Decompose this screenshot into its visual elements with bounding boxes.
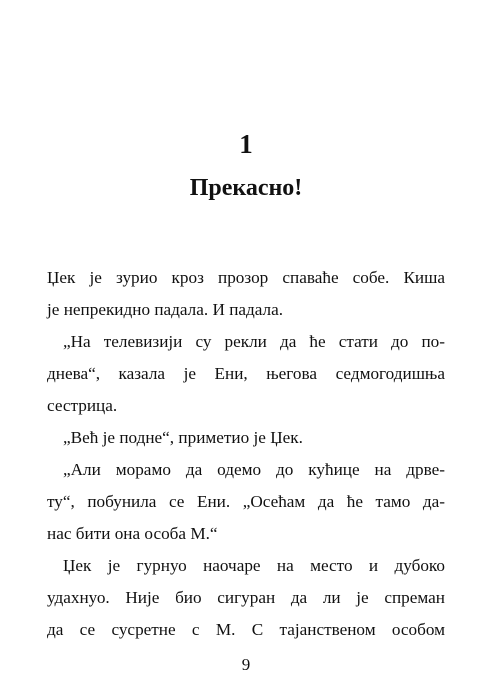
text-line: „Али морамо да одемо до кућице на дрве- (63, 460, 445, 479)
text-line: днева“, казала је Ени, његова седмогодишња (47, 364, 445, 383)
chapter-number: 1 (239, 129, 253, 159)
text-line: удахнуо. Није био сигуран да ли је спреман (47, 588, 445, 607)
page-number: 9 (241, 655, 251, 674)
text-line: Џек је зурио кроз прозор спаваће собе. Киша (47, 268, 445, 287)
body-text (47, 262, 445, 646)
text-line: нас бити она особа М.“ (47, 524, 218, 543)
text-line: ту“, побунила се Ени. „Осећам да ће тамо да- (47, 492, 445, 511)
text-line: сестрица. (47, 396, 118, 415)
text-line: да се сусретне с М. С тајанственом особом (47, 620, 445, 639)
text-line: „Већ је подне“, приметио је Џек. (63, 428, 303, 447)
chapter-title: Прекасно! (189, 175, 303, 201)
text-line: је непрекидно падала. И падала. (47, 300, 284, 319)
text-line: Џек је гурнуо наочаре на место и дубоко (63, 556, 445, 575)
text-line: „На телевизији су рекли да ће стати до по- (63, 332, 445, 351)
